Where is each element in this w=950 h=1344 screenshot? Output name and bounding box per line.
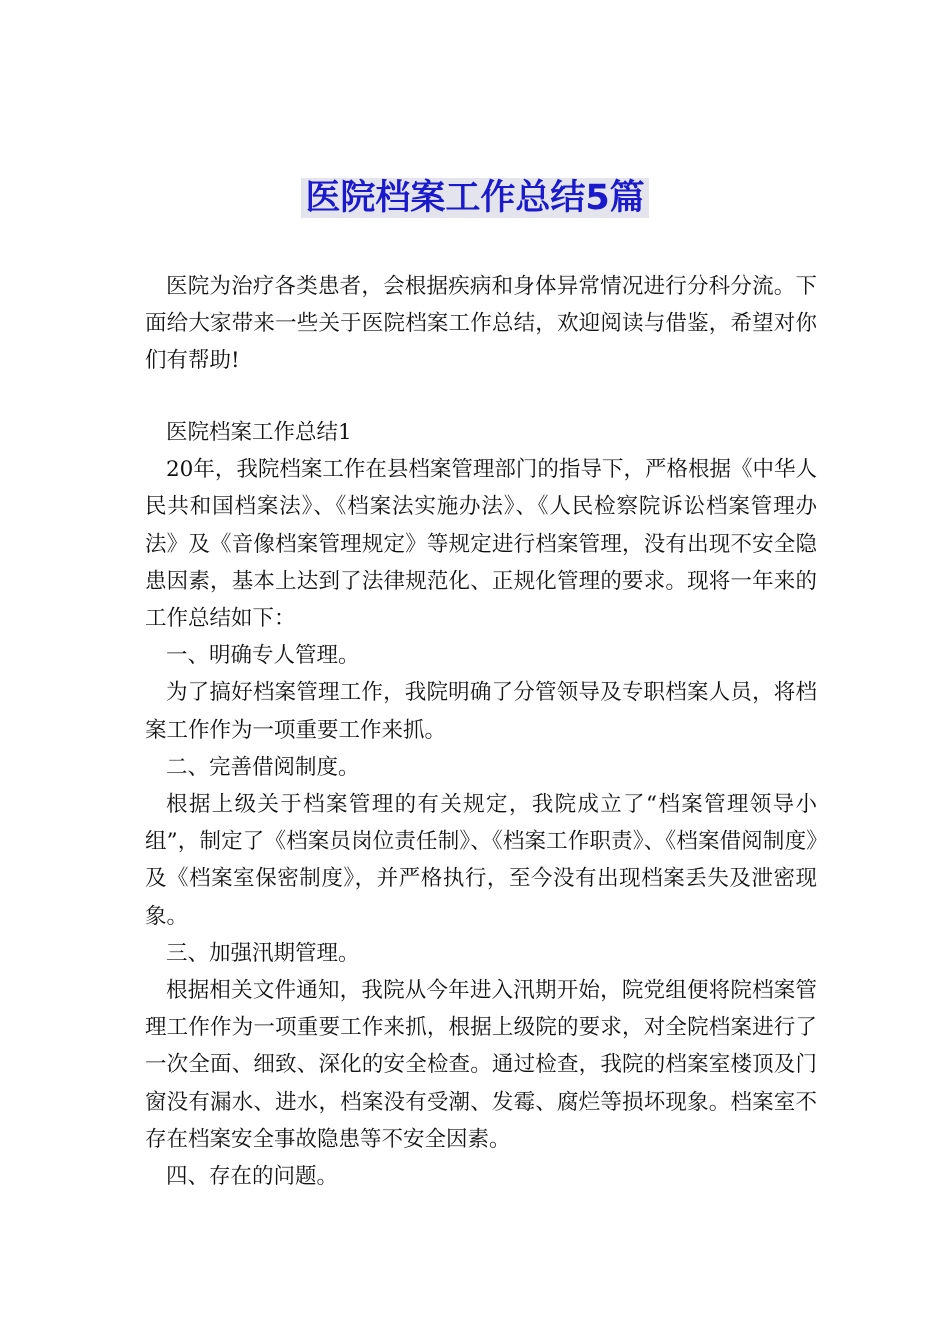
intro-section (145, 268, 817, 379)
section-heading: 一、明确专人管理。 (166, 643, 360, 669)
document-title-text: 医院档案工作总结5篇 (301, 178, 648, 218)
section-heading: 医院档案工作总结1 (166, 420, 352, 445)
body-paragraph: 20年，我院档案工作在县档案管理部门的指导下，严格根据《中华人民共和国档案法》、《档案法实施办法》、《人民检察院诉讼档案管理办法》及《音像档案管理规定》等规定进行档案管理，没有出现不安全隐患因素，基本上达到了法律规范化、正规化管理的要求。现将一年来的工作总结如下： (145, 457, 817, 632)
section-heading: 三、加强汛期管理。 (166, 940, 360, 966)
document-title (0, 172, 950, 224)
section-heading: 二、完善借阅制度。 (166, 754, 360, 780)
body-paragraph: 根据上级关于档案管理的有关规定，我院成立了“档案管理领导小组”，制定了《档案员岗位责任制》、《档案工作职责》、《档案借阅制度》及《档案室保密制度》，并严格执行，至今没有出现档案丢失及泄密现象。 (145, 792, 817, 929)
body-paragraph: 为了搞好档案管理工作，我院明确了分管领导及专职档案人员，将档案工作作为一项重要工作来抓。 (145, 680, 817, 743)
intro-paragraph: 医院为治疗各类患者，会根据疾病和身体异常情况进行分科分流。下面给大家带来一些关于医院档案工作总结，欢迎阅读与借鉴，希望对你们有帮助! (145, 274, 817, 373)
content-section (145, 414, 817, 1195)
section-heading: 四、存在的问题。 (166, 1164, 339, 1190)
body-paragraph: 根据相关文件通知，我院从今年进入汛期开始，院党组便将院档案管理工作作为一项重要工作来抓，根据上级院的要求，对全院档案进行了一次全面、细致、深化的安全检查。通过检查，我院的档案室楼顶及门窗没有漏水、进水，档案没有受潮、发霉、腐烂等损坏现象。档案室不存在档案安全事故隐患等不安全因素。 (145, 978, 817, 1152)
